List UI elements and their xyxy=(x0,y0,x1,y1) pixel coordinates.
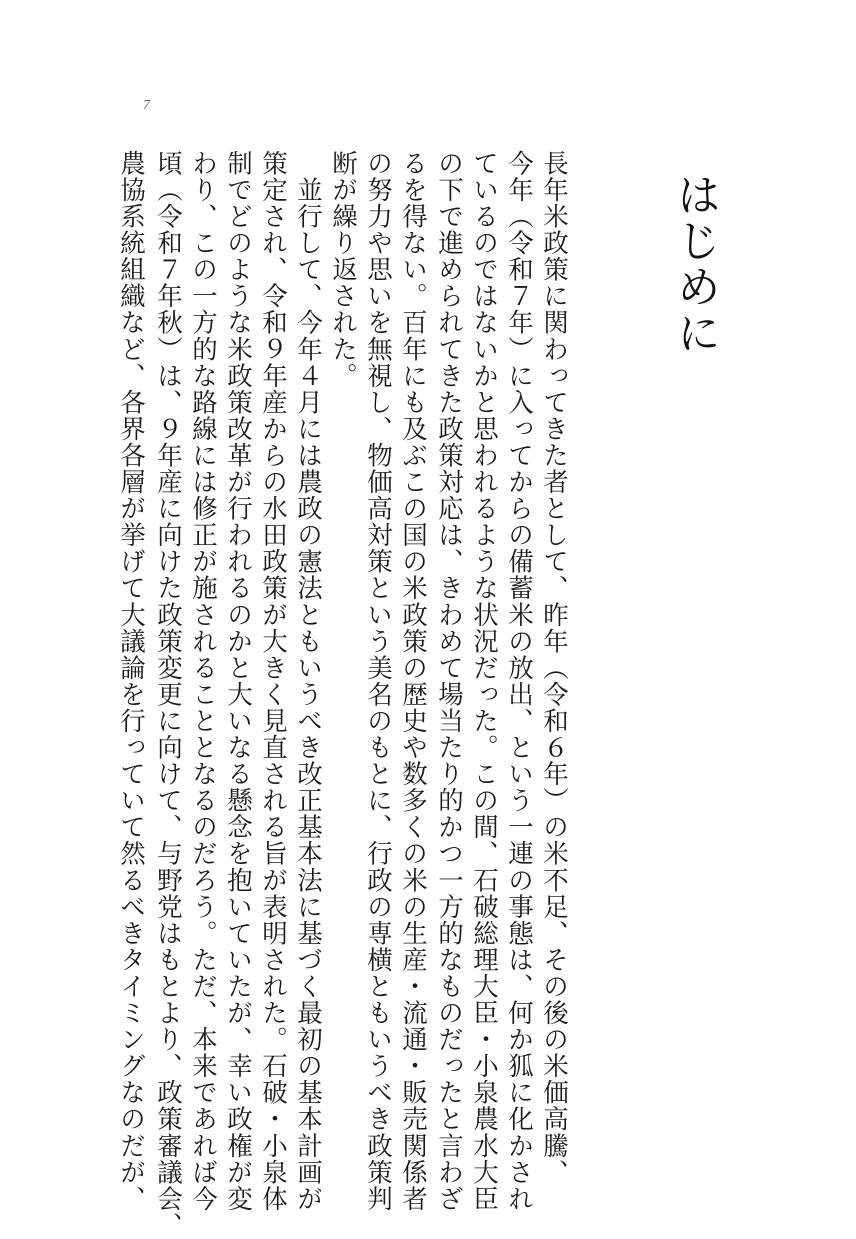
chapter-title: はじめに xyxy=(669,172,720,356)
text-line: の下で進められてきた政策対応は、きわめて場当たり的かつ一方的なものだったと言わざ xyxy=(434,150,464,1212)
text-line: 頃（令和７年秋）は、９年産に向けた政策変更に向けて、与野党はもとより、政策審議会、 xyxy=(153,150,183,1239)
text-line: ているのではないかと思われるような状況だった。この間、石破総理大臣・小泉農水大臣 xyxy=(469,150,499,1212)
text-line: 制でどのような米政策改革が行われるのかと大いなる懸念を抱いていたが、幸い政権が変 xyxy=(223,150,253,1212)
text-line: 長年米政策に関わってきた者として、昨年（令和６年）の米不足、その後の米価高騰、 xyxy=(539,150,569,1186)
text-line: わり、この一方的な路線には修正が施されることとなるのだろう。ただ、本来であれば今 xyxy=(188,150,218,1212)
text-line: 断が繰り返された。 xyxy=(328,150,358,389)
text-line: 今年（令和７年）に入ってからの備蓄米の放出、という一連の事態は、何か狐に化かされ xyxy=(504,150,534,1212)
text-line: の努力や思いを無視し、物価高対策という美名のもとに、行政の専横ともいうべき政策判 xyxy=(363,150,393,1212)
text-line: 策定され、令和９年産からの水田政策が大きく見直される旨が表明された。石破・小泉体 xyxy=(258,150,288,1212)
text-line: 農協系統組織など、各界各層が挙げて大議論を行っていて然るべきタイミングなのだが、 xyxy=(116,150,146,1212)
page-number: 7 xyxy=(143,98,150,113)
text-line: 並行して、今年４月には農政の憲法ともいうべき改正基本法に基づく最初の基本計画が xyxy=(293,150,323,1212)
text-line: るを得ない。百年にも及ぶこの国の米政策の歴史や数多くの米の生産・流通・販売関係者 xyxy=(398,150,428,1212)
